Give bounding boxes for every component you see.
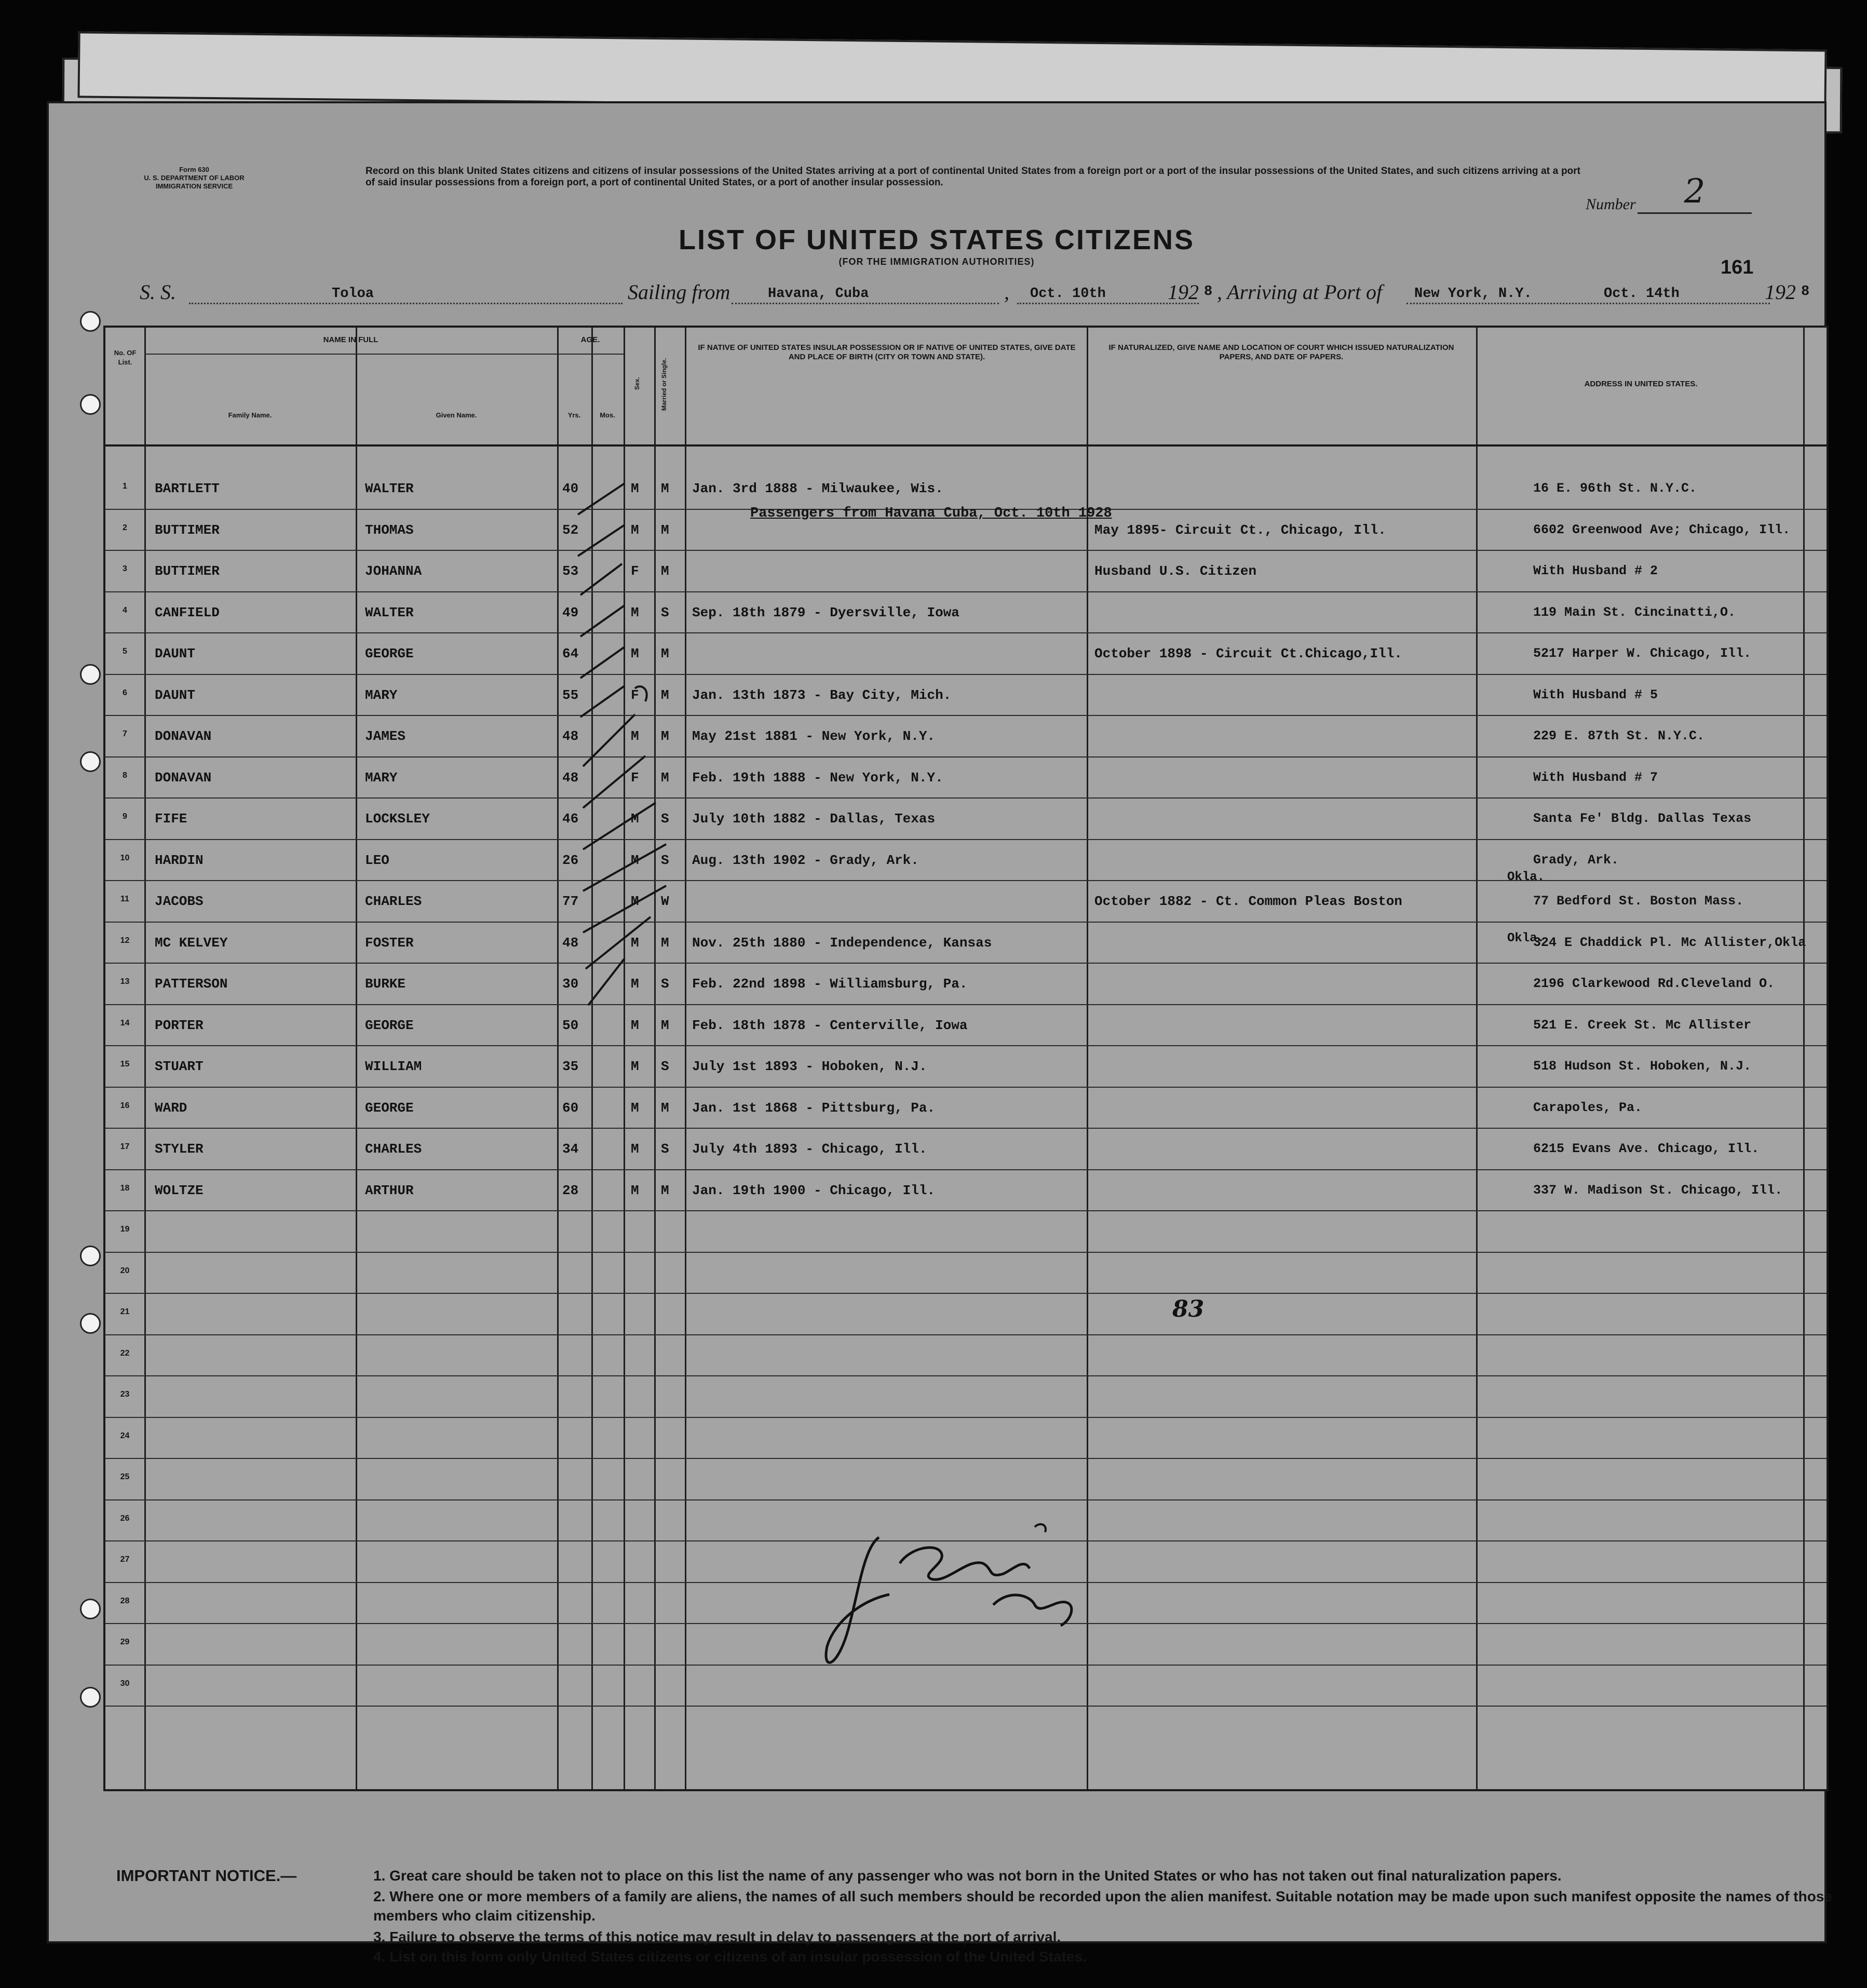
cell-age: 49 (562, 604, 579, 620)
cell-address: 324 E Chaddick Pl. Mc Allister,Okla (1533, 935, 1806, 950)
header-family-name: Family Name. (228, 411, 272, 419)
row-number: 17 (120, 1142, 130, 1151)
cell-family: DONAVAN (155, 769, 212, 786)
cell-given: MARY (365, 769, 398, 786)
cell-given: THOMAS (365, 522, 414, 538)
row-rule (105, 1210, 1827, 1211)
cell-age: 50 (562, 1017, 579, 1033)
cell-sex: F (631, 563, 639, 579)
cell-family: CANFIELD (155, 604, 220, 620)
cell-family: BARTLETT (155, 481, 220, 496)
cell-given: LEO (365, 852, 389, 868)
cell-age: 53 (562, 563, 579, 579)
cell-age: 48 (562, 935, 579, 951)
cell-given: GEORGE (365, 1100, 414, 1116)
notice-item-4: 4. List on this form only United States citizens or citizens of an insular possession of the United States. (373, 1949, 1087, 1965)
inspector-signature (817, 1517, 1107, 1683)
column-rule (1803, 328, 1805, 1789)
cell-given: FOSTER (365, 935, 414, 951)
cell-address: 518 Hudson St. Hoboken, N.J. (1533, 1059, 1752, 1074)
cell-natz: Husband U.S. Citizen (1094, 563, 1257, 579)
header-yrs: Yrs. (567, 411, 581, 419)
sailing-date: Oct. 10th (1030, 286, 1106, 302)
cell-family: HARDIN (155, 852, 204, 868)
row-number: 12 (120, 936, 130, 945)
cell-sex: F (631, 769, 639, 786)
cell-family: DONAVAN (155, 728, 212, 744)
row-number: 5 (123, 647, 127, 656)
cell-family: DAUNT (155, 646, 196, 661)
header-sex: Sex. (633, 377, 641, 390)
row-rule (105, 1334, 1827, 1335)
cell-birth: May 21st 1881 - New York, N.Y. (692, 728, 936, 744)
cell-marital: S (661, 811, 669, 827)
cell-birth: Jan. 1st 1868 - Pittsburg, Pa. (692, 1100, 936, 1116)
cell-marital: S (661, 1141, 669, 1157)
row-number: 20 (120, 1266, 130, 1275)
cell-given: CHARLES (365, 1141, 422, 1157)
cell-given: JAMES (365, 728, 406, 744)
row-rule (105, 797, 1827, 799)
header-rule (557, 354, 624, 355)
cell-birth: Aug. 13th 1902 - Grady, Ark. (692, 852, 919, 868)
row-rule (105, 1375, 1827, 1376)
number-label: Number (1586, 196, 1636, 213)
cell-birth: Jan. 3rd 1888 - Milwaukee, Wis. (692, 481, 943, 496)
cell-age: 46 (562, 811, 579, 827)
row-rule (105, 880, 1827, 881)
cell-given: WILLIAM (365, 1059, 422, 1074)
cell-given: LOCKSLEY (365, 811, 430, 827)
row-rule (105, 1293, 1827, 1294)
cell-given: CHARLES (365, 894, 422, 909)
cell-given: WALTER (365, 604, 414, 620)
cell-birth: Feb. 19th 1888 - New York, N.Y. (692, 769, 943, 786)
punch-hole (80, 751, 101, 772)
service: IMMIGRATION SERVICE (155, 182, 233, 190)
row-number: 6 (123, 688, 127, 697)
cell-family: PORTER (155, 1017, 204, 1033)
header-address: ADDRESS IN UNITED STATES. (1584, 380, 1698, 388)
row-rule (105, 1004, 1827, 1005)
ship-field-line (189, 303, 623, 304)
cell-age: 64 (562, 646, 579, 661)
voyage-line: S. S. Toloa Sailing from Havana, Cuba , Oct. 10th 192 8 , Arriving at Port of New York, N.Y. Oct. 14th 192 8 (140, 280, 1810, 304)
row-number: 29 (120, 1638, 130, 1646)
cell-family: MC KELVEY (155, 935, 228, 951)
header-no-of-list: No. OF List. (114, 349, 137, 366)
port-field-line (1406, 303, 1770, 304)
punch-hole (80, 1313, 101, 1334)
cell-sex: M (631, 894, 639, 909)
row-number: 8 (123, 770, 127, 780)
cell-age: 34 (562, 1141, 579, 1157)
cell-sex: M (631, 976, 639, 992)
sailing-label: Sailing from (628, 280, 730, 304)
row-number: 2 (123, 523, 127, 532)
year-1: 8 (1204, 284, 1213, 300)
row-number: 9 (123, 812, 127, 821)
cell-given: WALTER (365, 481, 414, 496)
cell-address: Grady, Ark. (1533, 852, 1619, 868)
row-rule (105, 756, 1827, 758)
punch-hole (80, 311, 101, 332)
row-number: 21 (120, 1307, 130, 1316)
cell-sex: F (631, 687, 639, 703)
cell-family: JACOBS (155, 894, 204, 909)
cell-given: MARY (365, 687, 398, 703)
cell-birth: July 1st 1893 - Hoboken, N.J. (692, 1059, 927, 1074)
header-name-in-full: NAME IN FULL (323, 335, 378, 344)
row-rule (105, 632, 1827, 633)
row-number: 11 (120, 895, 129, 903)
cell-address: With Husband # 7 (1533, 769, 1658, 785)
ss-label: S. S. (140, 280, 176, 304)
cell-sex: M (631, 811, 639, 827)
cell-address: 6215 Evans Ave. Chicago, Ill. (1533, 1141, 1760, 1156)
punch-hole (80, 1687, 101, 1708)
row-rule (105, 1458, 1827, 1459)
row-rule (105, 1706, 1827, 1707)
cell-marital: M (661, 728, 669, 744)
cell-sex: M (631, 852, 639, 868)
cell-sex: M (631, 522, 639, 538)
row-number: 4 (123, 605, 127, 615)
cell-address: Carapoles, Pa. (1533, 1100, 1643, 1115)
punch-hole (80, 664, 101, 685)
cell-address: 119 Main St. Cincinatti,O. (1533, 604, 1736, 620)
cell-sex: M (631, 646, 639, 661)
cell-marital: S (661, 604, 669, 620)
cell-marital: S (661, 852, 669, 868)
cell-address: 2196 Clarkewood Rd.Cleveland O. (1533, 976, 1775, 991)
cell-marital: M (661, 687, 669, 703)
row-rule (105, 922, 1827, 923)
section-heading: Passengers from Havana Cuba, Oct. 10th 1928 (750, 506, 1112, 521)
cell-sex: M (631, 1182, 639, 1198)
cell-age: 28 (562, 1182, 579, 1198)
form-title: LIST OF UNITED STATES CITIZENS (679, 224, 1195, 255)
row-number: 15 (120, 1060, 130, 1069)
address-note-row14: Okla. (1507, 931, 1545, 945)
column-rule (356, 328, 357, 1789)
row-rule (105, 1417, 1827, 1418)
cell-birth: July 10th 1882 - Dallas, Texas (692, 811, 936, 827)
sailing-from: Havana, Cuba (768, 286, 869, 302)
row-number: 13 (120, 977, 130, 986)
cell-family: BUTTIMER (155, 563, 220, 579)
header-bottom-rule (105, 444, 1827, 447)
cell-sex: M (631, 481, 639, 496)
row-number: 3 (123, 564, 127, 573)
cell-marital: M (661, 646, 669, 661)
cell-given: BURKE (365, 976, 406, 992)
cell-birth: Sep. 18th 1879 - Dyersville, Iowa (692, 604, 959, 620)
cell-age: 60 (562, 1100, 579, 1116)
cell-address: 5217 Harper W. Chicago, Ill. (1533, 646, 1752, 661)
header-mos: Mos. (600, 411, 615, 419)
arrival-port: New York, N.Y. (1414, 286, 1532, 302)
cell-sex: M (631, 1100, 639, 1116)
row-rule (105, 1045, 1827, 1046)
cell-age: 30 (562, 976, 579, 992)
year-2: 8 (1801, 284, 1810, 300)
row-rule (105, 1087, 1827, 1088)
row-number: 14 (120, 1018, 130, 1027)
cell-marital: S (661, 976, 669, 992)
row-number: 22 (120, 1348, 130, 1358)
manifest-sheet (47, 101, 1832, 1965)
row-rule (105, 674, 1827, 675)
row-rule (105, 591, 1827, 592)
department: U. S. DEPARTMENT OF LABOR (144, 174, 245, 182)
header-birth-place: IF NATIVE OF UNITED STATES INSULAR POSSESSION OR IF NATIVE OF UNITED STATES, GIVE DATE AND PLACE OF BIRTH (CITY OR TOWN AND STATE). (698, 343, 1076, 361)
header-rule (144, 354, 557, 355)
cell-marital: M (661, 563, 669, 579)
row-number: 27 (120, 1555, 130, 1564)
year-label-2: 192 (1765, 280, 1796, 304)
notice-item-3: 3. Failure to observe the terms of this notice may result in delay to passengers at the port of arrival. (373, 1929, 1061, 1945)
cell-age: 52 (562, 522, 579, 538)
passenger-table (103, 326, 1829, 1791)
cell-family: BUTTIMER (155, 522, 220, 538)
header-naturalization: IF NATURALIZED, GIVE NAME AND LOCATION OF COURT WHICH ISSUED NATURALIZATION PAPERS, AND DATE OF PAPERS. (1108, 343, 1454, 361)
cell-birth: July 4th 1893 - Chicago, Ill. (692, 1141, 927, 1157)
record-instructions: Record on this blank United States citizens and citizens of insular possessions of the United States arriving at a port of continental United States from a foreign port or a port of the insular possessions of the United States, and such citizens arriving at a port of said insular possessions from a foreign port, a port of continental United States, or a port of another insular possession. (366, 166, 1580, 188)
row-number: 10 (120, 853, 130, 862)
from-field-line (732, 303, 999, 304)
cell-marital: W (661, 894, 669, 909)
cell-family: WARD (155, 1100, 187, 1116)
cell-family: STUART (155, 1059, 204, 1074)
cell-given: GEORGE (365, 646, 414, 661)
column-rule (144, 328, 146, 1789)
row-number: 7 (123, 729, 127, 738)
cell-address: With Husband # 5 (1533, 687, 1658, 702)
cell-sex: M (631, 1017, 639, 1033)
row-number: 1 (123, 482, 127, 491)
cell-address: 77 Bedford St. Boston Mass. (1533, 894, 1744, 909)
cell-age: 35 (562, 1059, 579, 1074)
row-number: 23 (120, 1390, 130, 1399)
punch-hole (80, 1599, 101, 1619)
row-rule (105, 550, 1827, 551)
tally-marks (562, 444, 728, 1031)
cell-address: With Husband # 2 (1533, 563, 1658, 578)
cell-sex: M (631, 728, 639, 744)
row-rule (105, 1499, 1827, 1500)
cell-marital: M (661, 1100, 669, 1116)
header-given-name: Given Name. (436, 411, 477, 419)
form-subtitle: (FOR THE IMMIGRATION AUTHORITIES) (838, 256, 1035, 267)
cell-age: 55 (562, 687, 579, 703)
cell-natz: October 1882 - Ct. Common Pleas Boston (1094, 894, 1402, 909)
cell-given: GEORGE (365, 1017, 414, 1033)
cell-sex: M (631, 1141, 639, 1157)
form-number: Form 630 (179, 166, 209, 173)
header-married-single: Married or Single. (660, 358, 668, 411)
cell-family: FIFE (155, 811, 187, 827)
cell-sex: M (631, 604, 639, 620)
cell-marital: M (661, 769, 669, 786)
number-value: 2 (1638, 171, 1752, 214)
cell-address: 337 W. Madison St. Chicago, Ill. (1533, 1182, 1783, 1198)
cell-address: 16 E. 96th St. N.Y.C. (1533, 481, 1697, 496)
page-number: 161 (1721, 256, 1754, 278)
column-rule (557, 328, 559, 1789)
cell-age: 77 (562, 894, 579, 909)
punch-hole (80, 394, 101, 415)
notice-label: IMPORTANT NOTICE.— (116, 1867, 297, 1885)
cell-marital: M (661, 1017, 669, 1033)
cell-sex: M (631, 935, 639, 951)
cell-marital: M (661, 481, 669, 496)
cell-family: PATTERSON (155, 976, 228, 992)
ship-name: Toloa (332, 286, 374, 302)
cell-family: DAUNT (155, 687, 196, 703)
cell-address: 6602 Greenwood Ave; Chicago, Ill. (1533, 522, 1791, 537)
cell-natz: May 1895- Circuit Ct., Chicago, Ill. (1094, 522, 1386, 538)
row-rule (105, 715, 1827, 716)
cell-age: 48 (562, 769, 579, 786)
row-number: 18 (120, 1183, 130, 1193)
header-age: AGE. (580, 335, 600, 344)
row-number: 16 (120, 1101, 130, 1110)
address-note-row12: Okla. (1507, 870, 1545, 884)
cell-age: 26 (562, 852, 579, 868)
row-number: 25 (120, 1472, 130, 1481)
handwritten-mark: 83 (1172, 1296, 1205, 1322)
cell-age: 40 (562, 481, 579, 496)
column-rule (1476, 328, 1478, 1789)
row-rule (105, 1252, 1827, 1253)
cell-marital: M (661, 1182, 669, 1198)
row-number: 26 (120, 1513, 130, 1523)
arrival-date: Oct. 14th (1604, 286, 1680, 302)
punch-hole (80, 1246, 101, 1266)
cell-birth: Feb. 18th 1878 - Centerville, Iowa (692, 1017, 968, 1033)
row-number: 24 (120, 1431, 130, 1440)
year-label-1: 192 (1168, 280, 1199, 304)
cell-given: JOHANNA (365, 563, 422, 579)
notice-item-1: 1. Great care should be taken not to place on this list the name of any passenger who was not born in the United States or who has not taken out final naturalization papers. (373, 1868, 1562, 1884)
row-number: 30 (120, 1679, 130, 1688)
arriving-label: , Arriving at Port of (1217, 280, 1383, 304)
cell-family: WOLTZE (155, 1182, 204, 1198)
cell-address: 521 E. Creek St. Mc Allister (1533, 1017, 1752, 1033)
row-rule (105, 1169, 1827, 1170)
notice-item-2: 2. Where one or more members of a family are aliens, the names of all such members should be recorded upon the alien manifest. Suitable notation may be made upon such manifest opposite the names of those members who claim citizenship. (373, 1888, 1832, 1924)
cell-birth: Nov. 25th 1880 - Independence, Kansas (692, 935, 992, 951)
cell-birth: Jan. 19th 1900 - Chicago, Ill. (692, 1182, 936, 1198)
cell-birth: Jan. 13th 1873 - Bay City, Mich. (692, 687, 952, 703)
cell-marital: M (661, 522, 669, 538)
row-rule (105, 1128, 1827, 1129)
row-number: 19 (120, 1225, 130, 1234)
row-rule (105, 839, 1827, 840)
cell-natz: October 1898 - Circuit Ct.Chicago,Ill. (1094, 646, 1402, 661)
cell-sex: M (631, 1059, 639, 1074)
cell-address: Santa Fe' Bldg. Dallas Texas (1533, 811, 1752, 826)
row-rule (105, 963, 1827, 964)
cell-birth: Feb. 22nd 1898 - Williamsburg, Pa. (692, 976, 968, 992)
cell-family: STYLER (155, 1141, 204, 1157)
cell-given: ARTHUR (365, 1182, 414, 1198)
form-identifier (116, 166, 272, 191)
cell-marital: M (661, 935, 669, 951)
cell-age: 48 (562, 728, 579, 744)
cell-address: 229 E. 87th St. N.Y.C. (1533, 728, 1705, 743)
cell-marital: S (661, 1059, 669, 1074)
row-number: 28 (120, 1596, 130, 1605)
